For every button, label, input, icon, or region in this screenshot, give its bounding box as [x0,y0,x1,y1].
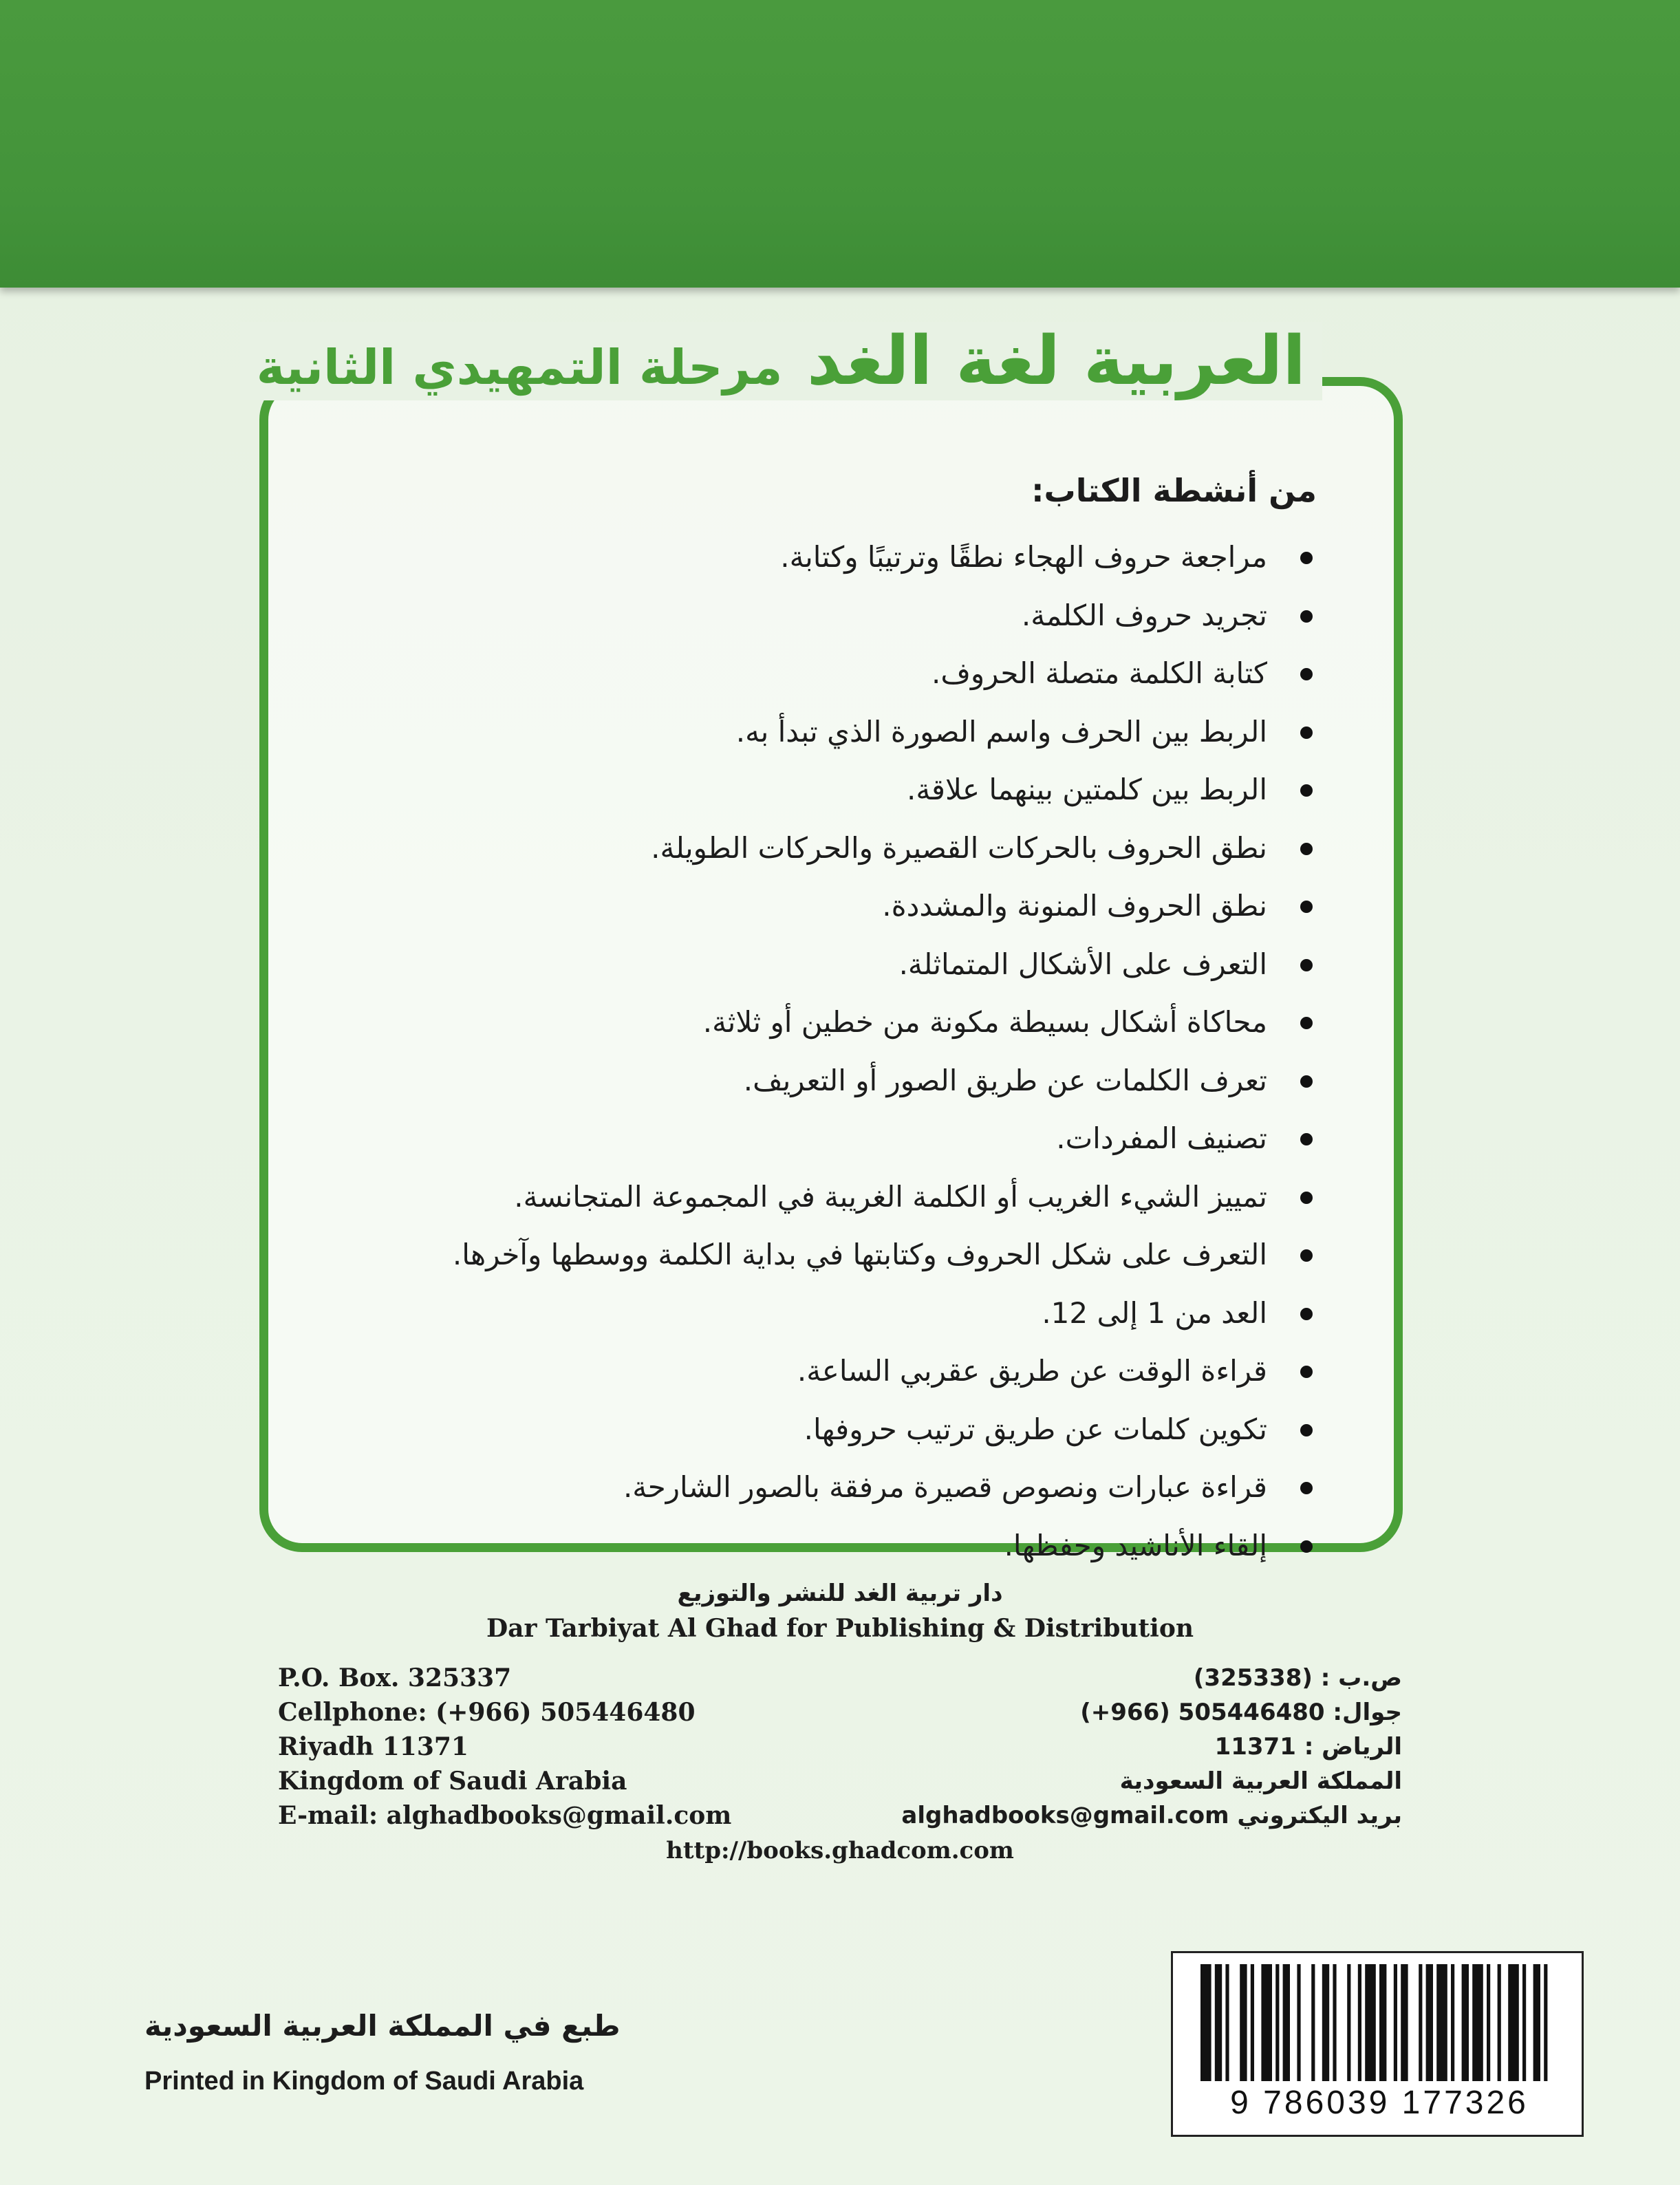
activity-text: تعرف الكلمات عن طريق الصور أو التعريف. [743,1063,1267,1097]
activities-list [244,528,1317,1575]
book-title [240,322,1322,400]
bullet-icon [1300,1366,1313,1378]
barcode-bar [1419,1964,1422,2081]
barcode-bar [1365,1964,1376,2081]
barcode-bar [1200,1964,1211,2081]
po-box-en: P.O. Box. 325337 [278,1664,512,1692]
website-url: http://books.ghadcom.com [666,1837,1014,1864]
publisher-name-ar: دار تربية الغد للنشر والتوزيع [677,1580,1003,1607]
barcode-bar [1533,1964,1540,2081]
list-item [244,528,1317,587]
activity-text: كتابة الكلمة متصلة الحروف. [931,656,1267,690]
contact-block-ar [901,1661,1402,1833]
bullet-icon [1300,726,1313,739]
bullet-icon [1300,1540,1313,1553]
bullet-icon [1300,668,1313,680]
list-item [244,1168,1317,1227]
printed-in-en: Printed in Kingdom of Saudi Arabia [144,2067,584,2096]
barcode-bar [1251,1964,1254,2081]
po-box-ar: ص.ب : (325338) [1193,1664,1402,1692]
activity-text: نطق الحروف المنونة والمشددة. [882,889,1267,923]
printed-in-ar: طبع في المملكة العربية السعودية [144,2009,621,2043]
bullet-icon [1300,1192,1313,1204]
list-item [244,1401,1317,1459]
activity-text: تكوين كلمات عن طريق ترتيب حروفها. [804,1412,1267,1446]
barcode-bar [1426,1964,1433,2081]
contact-block-en [278,1661,731,1833]
bullet-icon [1300,901,1313,913]
bullet-icon [1300,843,1313,855]
activity-text: التعرف على الأشكال المتماثلة. [898,947,1267,981]
title-main: العربية لغة الغد [807,322,1306,400]
barcode-bar [1333,1964,1336,2081]
activity-text: العد من 1 إلى 12. [1042,1295,1267,1330]
barcode-bar [1394,1964,1397,2081]
list-item [244,587,1317,645]
list-item [244,703,1317,762]
bullet-icon [1300,552,1313,564]
city-ar: الرياض : 11371 [1214,1733,1402,1761]
activity-text: قراءة عبارات ونصوص قصيرة مرفقة بالصور الشارحة. [623,1470,1267,1504]
barcode-bar [1522,1964,1526,2081]
barcode-bar [1347,1964,1350,2081]
cellphone-en: Cellphone: (+966) 505446480 [278,1698,696,1727]
activity-text: تجريد حروف الكلمة. [1021,598,1267,632]
barcode-bar [1498,1964,1501,2081]
title-sub: مرحلة التمهيدي الثانية [256,339,783,396]
country-ar: المملكة العربية السعودية [1119,1767,1402,1795]
bullet-icon [1300,1249,1313,1262]
barcode-bar [1487,1964,1490,2081]
activity-text: مراجعة حروف الهجاء نطقًا وترتيبًا وكتابة. [780,540,1267,574]
barcode-bar [1322,1964,1329,2081]
activity-text: الربط بين كلمتين بينهما علاقة. [907,773,1267,806]
email-ar: بريد اليكتروني alghadbooks@gmail.com [901,1802,1402,1829]
barcode-number: 9 786039 177326 [1230,2085,1529,2121]
barcode-bar [1261,1964,1272,2081]
list-item [244,936,1317,994]
list-item [244,1226,1317,1284]
barcode-bar [1451,1964,1454,2081]
activity-text: قراءة الوقت عن طريق عقربي الساعة. [797,1354,1267,1388]
publisher-name-en: Dar Tarbiyat Al Ghad for Publishing & Distribution [486,1614,1194,1643]
mobile-ar: جوال: 505446480 (966+) [1080,1699,1402,1726]
bullet-icon [1300,1075,1313,1088]
bullet-icon [1300,610,1313,623]
activity-text: محاكاة أشكال بسيطة مكونة من خطين أو ثلاثة. [702,1005,1267,1039]
barcode-bar [1379,1964,1386,2081]
bullet-icon [1300,1482,1313,1494]
list-item [244,1284,1317,1343]
barcode [1171,1951,1584,2137]
activity-text: إلقاء الأناشيد وحفظها. [1004,1528,1267,1562]
barcode-bar [1508,1964,1519,2081]
activity-text: نطق الحروف بالحركات القصيرة والحركات الطويلة. [651,830,1267,865]
barcode-bar [1358,1964,1361,2081]
bullet-icon [1300,959,1313,971]
top-green-band [0,0,1680,288]
activity-text: تمييز الشيء الغريب أو الكلمة الغريبة في المجموعة المتجانسة. [514,1179,1267,1214]
list-item [244,1342,1317,1401]
activity-text: تصنيف المفردات. [1056,1121,1267,1155]
list-item [244,1052,1317,1110]
activity-text: التعرف على شكل الحروف وكتابتها في بداية الكلمة ووسطها وآخرها. [452,1238,1267,1271]
barcode-bar [1401,1964,1408,2081]
list-item [244,877,1317,936]
list-item [244,1517,1317,1575]
city-en: Riyadh 11371 [278,1732,469,1761]
list-item [244,993,1317,1052]
barcode-bar [1275,1964,1279,2081]
bullet-icon [1300,784,1313,797]
bullet-icon [1300,1133,1313,1145]
barcode-bar [1225,1964,1229,2081]
bullet-icon [1300,1017,1313,1029]
barcode-bar [1436,1964,1447,2081]
barcode-bar [1297,1964,1300,2081]
barcode-bar [1240,1964,1247,2081]
barcode-bar [1472,1964,1483,2081]
barcode-bar [1283,1964,1290,2081]
email-en: E-mail: alghadbooks@gmail.com [278,1801,732,1830]
barcode-bar [1544,1964,1547,2081]
list-item [244,645,1317,703]
barcode-bars-icon [1200,1964,1558,2081]
list-item [244,1110,1317,1168]
list-item [244,819,1317,878]
list-item [244,1459,1317,1517]
activities-section [244,472,1317,1575]
barcode-bar [1311,1964,1315,2081]
country-en: Kingdom of Saudi Arabia [278,1767,627,1796]
bullet-icon [1300,1308,1313,1320]
barcode-bar [1215,1964,1222,2081]
activities-heading: من أنشطة الكتاب: [1031,472,1317,509]
list-item [244,761,1317,819]
bullet-icon [1300,1424,1313,1436]
barcode-bar [1462,1964,1469,2081]
activity-text: الربط بين الحرف واسم الصورة الذي تبدأ به. [735,714,1267,749]
